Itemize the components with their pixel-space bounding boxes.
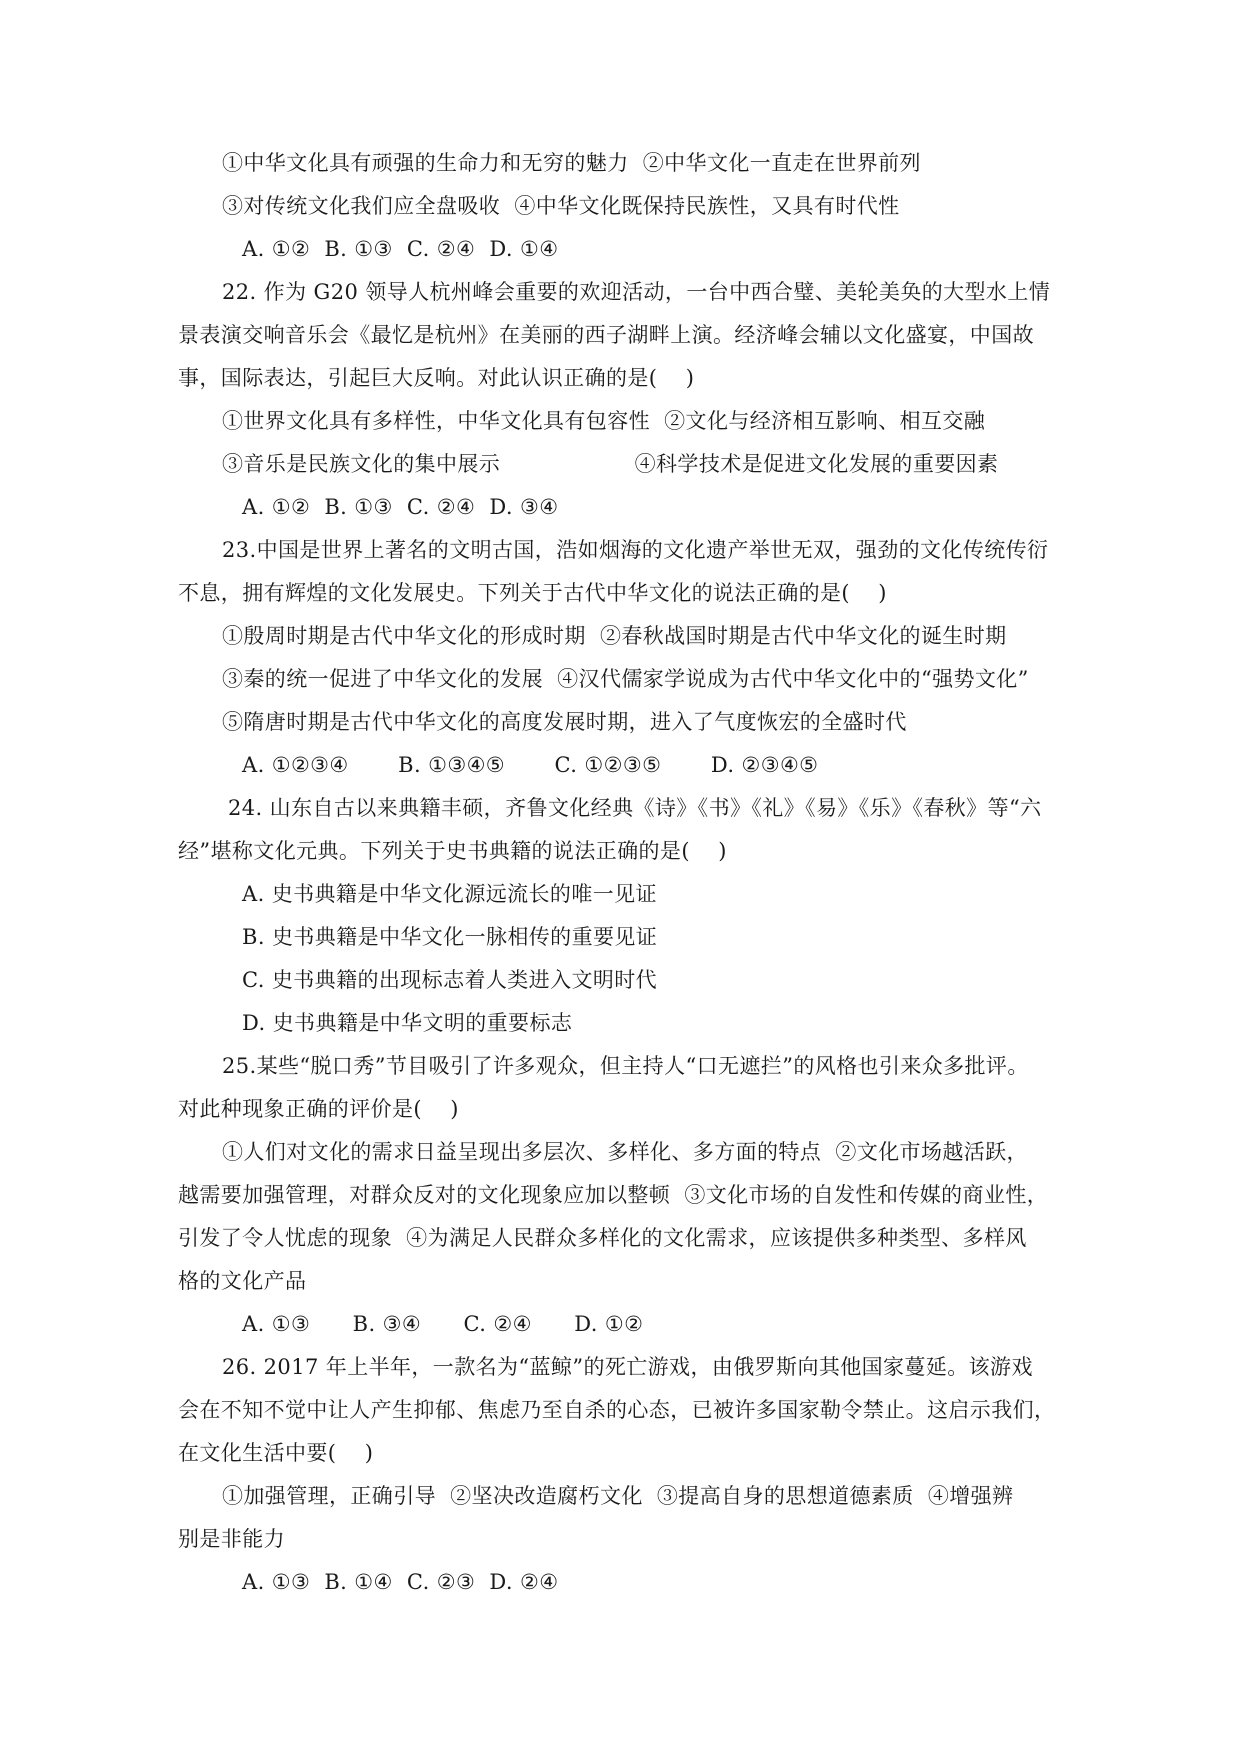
q24-stem-line-1: 24. 山东自古以来典籍丰硕，齐鲁文化经典《诗》《书》《礼》《易》《乐》《春秋》等“六 [228, 796, 1042, 820]
q25-options-line-1: ①人们对文化的需求日益呈现出多层次、多样化、多方面的特点 ②文化市场越活跃， [222, 1140, 1028, 1164]
q23-options-line-1: ①殷周时期是古代中华文化的形成时期 ②春秋战国时期是古代中华文化的诞生时期 [222, 624, 1007, 648]
q26-options-line-2: 别是非能力 [178, 1527, 285, 1551]
q26-stem-line-3: 在文化生活中要( ) [178, 1441, 374, 1465]
q24-option-b: B. 史书典籍是中华文化一脉相传的重要见证 [242, 925, 658, 949]
q21-answer-choices: A. ①② B. ①③ C. ②④ D. ①④ [242, 237, 559, 261]
q25-options-line-2: 越需要加强管理，对群众反对的文化现象应加以整顿 ③文化市场的自发性和传媒的商业性， [178, 1183, 1049, 1207]
q22-options-line-1: ①世界文化具有多样性，中华文化具有包容性 ②文化与经济相互影响、相互交融 [222, 409, 986, 433]
q26-stem-line-2: 会在不知不觉中让人产生抑郁、焦虑乃至自杀的心态，已被许多国家勒令禁止。这启示我们， [178, 1398, 1056, 1422]
q22-stem-line-1: 22. 作为 G20 领导人杭州峰会重要的欢迎活动，一台中西合璧、美轮美奂的大型水上情 [222, 280, 1051, 304]
q22-answer-choices: A. ①② B. ①③ C. ②④ D. ③④ [242, 495, 559, 519]
q25-stem-line-1: 25.某些“脱口秀”节目吸引了许多观众，但主持人“口无遮拦”的风格也引来众多批评。 [222, 1054, 1029, 1078]
q25-options-line-4: 格的文化产品 [178, 1269, 307, 1293]
q22-stem-line-3: 事，国际表达，引起巨大反响。对此认识正确的是( ) [178, 366, 695, 390]
q24-option-c: C. 史书典籍的出现标志着人类进入文明时代 [242, 968, 658, 992]
q26-stem-line-1: 26. 2017 年上半年，一款名为“蓝鲸”的死亡游戏，由俄罗斯向其他国家蔓延。该游戏 [222, 1355, 1033, 1379]
q25-answer-choices: A. ①③ B. ③④ C. ②④ D. ①② [242, 1312, 644, 1336]
q23-options-line-2: ③秦的统一促进了中华文化的发展 ④汉代儒家学说成为古代中华文化中的“强势文化” [222, 667, 1029, 691]
q21-options-line-1: ①中华文化具有顽强的生命力和无穷的魅力 ②中华文化一直走在世界前列 [222, 151, 921, 175]
q23-stem-line-2: 不息，拥有辉煌的文化发展史。下列关于古代中华文化的说法正确的是( ) [178, 581, 887, 605]
q24-option-a: A. 史书典籍是中华文化源远流长的唯一见证 [242, 882, 657, 906]
q26-answer-choices: A. ①③ B. ①④ C. ②③ D. ②④ [242, 1570, 559, 1594]
q25-options-line-3: 引发了令人忧虑的现象 ④为满足人民群众多样化的文化需求，应该提供多种类型、多样风 [178, 1226, 1027, 1250]
q22-stem-line-2: 景表演交响音乐会《最忆是杭州》在美丽的西子湖畔上演。经济峰会辅以文化盛宴，中国故 [178, 323, 1034, 347]
q26-options-line-1: ①加强管理，正确引导 ②坚决改造腐朽文化 ③提高自身的思想道德素质 ④增强辨 [222, 1484, 1014, 1508]
q21-options-line-2: ③对传统文化我们应全盘吸收 ④中华文化既保持民族性，又具有时代性 [222, 194, 900, 218]
q23-options-line-3: ⑤隋唐时期是古代中华文化的高度发展时期，进入了气度恢宏的全盛时代 [222, 710, 907, 734]
q24-stem-line-2: 经”堪称文化元典。下列关于史书典籍的说法正确的是( ) [178, 839, 727, 863]
q25-stem-line-2: 对此种现象正确的评价是( ) [178, 1097, 459, 1121]
q22-options-line-2: ③音乐是民族文化的集中展示 ④科学技术是促进文化发展的重要因素 [222, 452, 999, 476]
q23-answer-choices: A. ①②③④ B. ①③④⑤ C. ①②③⑤ D. ②③④⑤ [242, 753, 819, 777]
q24-option-d: D. 史书典籍是中华文明的重要标志 [242, 1011, 573, 1035]
q23-stem-line-1: 23.中国是世界上著名的文明古国，浩如烟海的文化遗产举世无双，强劲的文化传统传衍 [222, 538, 1049, 562]
